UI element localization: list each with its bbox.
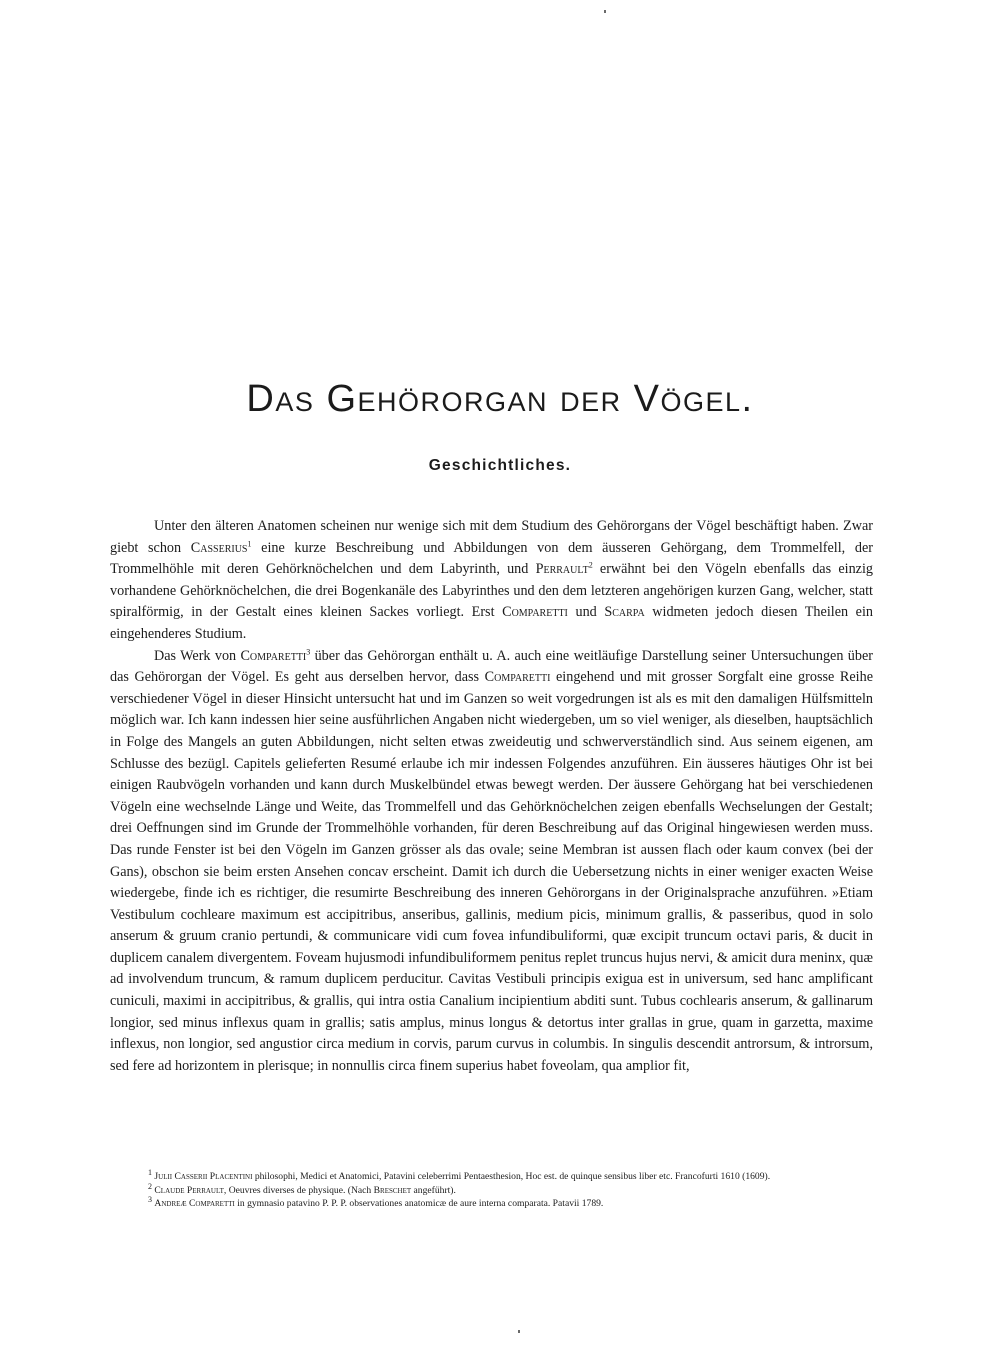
footnote-text: philosophi, Medici et Anatomici, Patavini celeberrimi Pentaesthesion, Hoc est. de quinque sensibus liber etc. Francofurti 1610 (1609). — [252, 1171, 771, 1182]
body-text — [110, 516, 873, 1077]
paragraph-2 — [110, 646, 873, 1078]
paragraph-1 — [110, 516, 873, 646]
footnote-ref: 2 — [588, 560, 593, 570]
paragraph-2-text-2: über das Gehörorgan enthält u. A. auch eine weitläufige Darstellung seiner Untersuchungen über das Gehörorgan der Vögel. Es geht aus derselben hervor, dass — [110, 647, 873, 686]
footnote-author: Claude Perrault — [154, 1184, 224, 1196]
footnote-ref: 1 — [247, 538, 252, 548]
paragraph-1-text-5: widmeten jedoch diesen Theilen ein eingehenderes Studium. — [110, 604, 874, 642]
author-name: Perrault — [535, 561, 589, 578]
paragraph-1-text-2: eine kurze Beschreibung und Abbildungen von dem äusseren Gehörgang, dem Trommelfell, der Trommelhöhle mit deren Gehörknöchelchen und dem Labyrinth, und — [110, 539, 873, 578]
page-title: Das Gehörorgan der Vögel. — [246, 378, 754, 420]
footnote-text: , Oeuvres diverses de physique. (Nach — [223, 1184, 374, 1196]
footnote-2 — [110, 1181, 873, 1198]
author-name: Comparetti — [240, 647, 307, 664]
footnote-author: Breschet — [373, 1184, 412, 1196]
author-name: Comparetti — [502, 604, 568, 621]
footnote-text: in gymnasio patavino P. P. P. observationes anatomicæ de aure interna comparata. Patavii 1789. — [234, 1198, 604, 1209]
footnote-mark: 2 — [148, 1181, 152, 1191]
paragraph-1-text-4: und — [567, 604, 605, 621]
footnote-ref: 3 — [306, 646, 311, 656]
paragraph-2-text-1: Das Werk von — [154, 647, 241, 664]
footnote-mark: 3 — [148, 1194, 152, 1204]
scan-speck — [604, 10, 606, 13]
section-heading: Geschichtliches. — [428, 457, 572, 474]
footnote-mark: 1 — [148, 1167, 152, 1177]
paragraph-2-text-3: eingehend und mit grosser Sorgfalt eine grosse Reihe verschiedener Vögel in dieser Hinsicht untersucht hat und im Ganzen so weit vorgedrungen ist als es mit den damaligen Hülfsmitteln möglich war. Ich kann indessen hier seine ausführlichen Angaben nicht wiedergeben, um so viel weniger, als dieselben, hauptsächlich in Folge des Mangels an guten Abbildungen, nicht selten etwas zweideutig und schwerverständlich sind. Aus seinem eigenen, am Schlusse des bezügl. Capitels gelieferten Resumé erlaube ich mir indessen Folgendes anzuführen. Ein äusseres häutiges Ohr ist bei einigen Raubvögeln vorhanden und kann durch Muskelbündel etwas bewegt werden. Der äussere Gehörgang hat bei verschiedenen Vögeln eine wechselnde Länge und Weite, das Trommelfell und das Gehörknöchelchen zeigen ebenfalls Wechselungen der Gestalt; drei Oeffnungen sind im Grunde der Trommelhöhle vorhanden, für deren Beschreibung auf das Original hingewiesen werden muss. Das runde Fenster ist bei den Vögeln im Ganzen grösser als das ovale; seine Membran ist aussen flach oder kaum convex (bei der Gans), obschon sie beim ersten Ansehen concav erscheint. Damit ich durch die Uebersetzung nichts in einer weniger exacten Weise wiedergebe, finde ich es richtiger, die resumirte Beschreibung des inneren Gehörorgans in der Originalsprache anzuführen. »Etiam Vestibulum cochleare maximum est accipitribus, anseribus, gallinis, medium picis, minimum grallis, & passeribus, quod in solo anserum & gruum cranio pertundi, & communicare vidi cum fovea infundibuliformi, quæ excipit truncum octavi paris, & ducit in duplicem canalem divergentem. Foveam hujusmodi infundibuliformem penitus replet truncus hujus nervi, & amicit dura meninx, quæ ad involvendum truncum, & ramum duplicem perducitur. Cavitas Vestibuli principis exigua est in universum, sed hanc amplificant cuniculi, maximi in accipitribus, & grallis, qui intra ostia Canalium incipientium abditi sunt. Tubus cochlearis anserum, & gallinarum longior, sed minus inflexus quam in grallis; satis amplus, minus longus & detortus inter grallas in grue, quam in garzetta, maxime inflexus, non longior, sed angustior circa medium in corvis, parum curvus in columbis. In singulis descendit antrorsum, & introrsum, sed fere ad horizontem in plerisque; in nonnullis circa finem superius habet foveolam, qua amplior fit, — [110, 669, 873, 1074]
footnote-3 — [110, 1194, 873, 1211]
author-name: Scarpa — [604, 604, 645, 621]
paragraph-1-text-1: Unter den älteren Anatomen scheinen nur wenige sich mit dem Studium des Gehörorgans der Vögel beschäftigt haben. Zwar giebt schon — [110, 518, 873, 556]
footnotes — [110, 1167, 873, 1211]
footnote-author: Andreæ Comparetti — [154, 1198, 235, 1209]
footnote-text: angeführt). — [411, 1184, 456, 1196]
footnote-1 — [110, 1167, 873, 1184]
author-name: Comparetti — [484, 669, 551, 686]
author-name: Casserius — [190, 539, 248, 556]
footnote-author: Julii Casserii Placentini — [154, 1171, 253, 1182]
paragraph-1-text-3: erwähnt bei den Vögeln ebenfalls das einzig vorhandene Gehörknöchelchen, die drei Bogenkanäle des Labyrinthes und den dem letzteren angehörigen kurzen Gang, welcher, statt spiralförmig, in der Gestalt eines kleinen Sackes vorliegt. Erst — [110, 561, 873, 621]
scan-speck — [518, 1330, 520, 1333]
